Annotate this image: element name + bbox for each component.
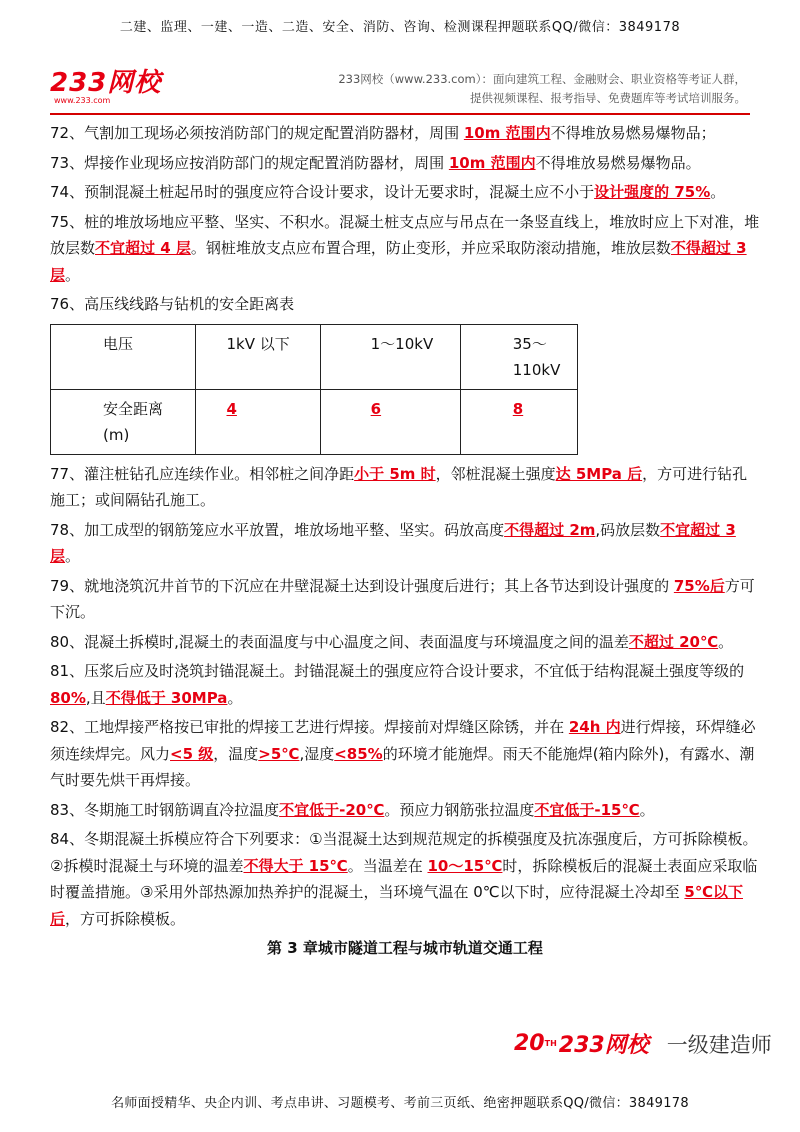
- table-cell: 电压: [51, 324, 196, 389]
- table-cell: 安全距离(m): [51, 389, 196, 454]
- brand-logo: [50, 70, 161, 105]
- item-81: 81、压浆后应及时浇筑封锚混凝土。封锚混凝土的强度应符合设计要求，不宜低于结构混凝土强度等级的 80%,且不得低于 30MPa。: [50, 662, 745, 707]
- footer-brand: 233网校: [558, 1033, 649, 1058]
- item-83: 83、冬期施工时钢筋调直冷拉温度不宜低于-20℃。预应力钢筋张拉温度不宜低于-15℃。: [50, 800, 655, 819]
- footer-logo: [514, 1028, 772, 1059]
- item-82: 82、工地焊接严格按已审批的焊接工艺进行焊接。焊接前对焊缝区除锈，并在 24h 内进行焊接，环焊缝必须连续焊完。风力<5 级，温度>5℃,湿度<85%的环境才能施焊。雨天不能施焊(箱内除外)，有露水、潮气时要先烘干再焊接。: [50, 718, 756, 789]
- anniversary-sup: TH: [544, 1039, 557, 1048]
- document-body: [50, 120, 760, 965]
- item-80: 80、混凝土拆模时,混凝土的表面温度与中心温度之间、表面温度与环境温度之间的温差不超过 20℃。: [50, 632, 734, 651]
- item-73: 73、焊接作业现场应按消防部门的规定配置消防器材，周围 10m 范围内不得堆放易燃易爆物品。: [50, 153, 701, 172]
- bottom-contact-banner: 名师面授精华、央企内训、考点串讲、习题模考、考前三页纸、绝密押题联系QQ/微信：3849178: [111, 1096, 689, 1111]
- item-79: 79、就地浇筑沉井首节的下沉应在井壁混凝土达到设计强度后进行；其上各节达到设计强度的 75%后方可下沉。: [50, 576, 755, 621]
- top-contact-banner: 二建、监理、一建、一造、二造、安全、消防、咨询、检测课程押题联系QQ/微信：3849178: [119, 20, 681, 35]
- header-description: [338, 70, 746, 108]
- header-line-1: 233网校（www.233.com）：面向建筑工程、金融财会、职业资格等考证人群，: [338, 72, 746, 86]
- page-header: [50, 64, 750, 112]
- logo-text: 233网校: [50, 68, 162, 98]
- table-cell: 1～10kV: [320, 324, 460, 389]
- item-75: 75、桩的堆放场地应平整、坚实、不积水。混凝土桩支点应与吊点在一条竖直线上，堆放时应上下对准，堆放层数不宜超过 4 层。钢桩堆放支点应布置合理，防止变形，并应采取防滚动措施，堆放层数不得超过 3 层。: [50, 212, 760, 284]
- table-row: [51, 324, 578, 389]
- item-84: 84、冬期混凝土拆模应符合下列要求：①当混凝土达到规范规定的拆模强度及抗冻强度后，方可拆除模板。②拆模时混凝土与环境的温差不得大于 15℃。当温差在 10～15℃时，拆除模板后的混凝土表面应采取临时覆盖措施。③采用外部热源加热养护的混凝土，当环境气温在 0℃以下时，应待混凝土冷却至 5℃以下后，方可拆除模板。: [50, 830, 758, 928]
- safety-distance-table: [50, 324, 578, 455]
- table-value: 4: [226, 399, 237, 418]
- footer-cert-name: 一级建造师: [666, 1032, 772, 1057]
- table-cell: 1kV 以下: [196, 324, 320, 389]
- logo-subtext: www.233.com: [54, 96, 111, 105]
- table-cell: 35～110kV: [460, 324, 577, 389]
- header-divider: [50, 113, 750, 115]
- table-row: [51, 389, 578, 454]
- chapter-title: 第 3 章城市隧道工程与城市轨道交通工程: [267, 939, 543, 957]
- item-72: 72、气割加工现场必须按消防部门的规定配置消防器材，周围 10m 范围内不得堆放易燃易爆物品；: [50, 124, 716, 142]
- item-74: 74、预制混凝土桩起吊时的强度应符合设计要求，设计无要求时，混凝土应不小于设计强度的 75%。: [50, 183, 726, 201]
- item-78: 78、加工成型的钢筋笼应水平放置，堆放场地平整、坚实。码放高度不得超过 2m,码放层数不宜超过 3 层。: [50, 520, 736, 565]
- item-76-title: 76、高压线线路与钻机的安全距离表: [50, 295, 295, 313]
- header-line-2: 提供视频课程、报考指导、免费题库等考试培训服务。: [470, 91, 746, 105]
- item-77: 77、灌注桩钻孔应连续作业。相邻桩之间净距小于 5m 时，邻桩混凝土强度达 5MPa 后，方可进行钻孔施工；或间隔钻孔施工。: [50, 464, 748, 509]
- anniversary-number: 20: [514, 1031, 545, 1056]
- table-value: 8: [512, 399, 524, 418]
- table-value: 6: [370, 399, 382, 418]
